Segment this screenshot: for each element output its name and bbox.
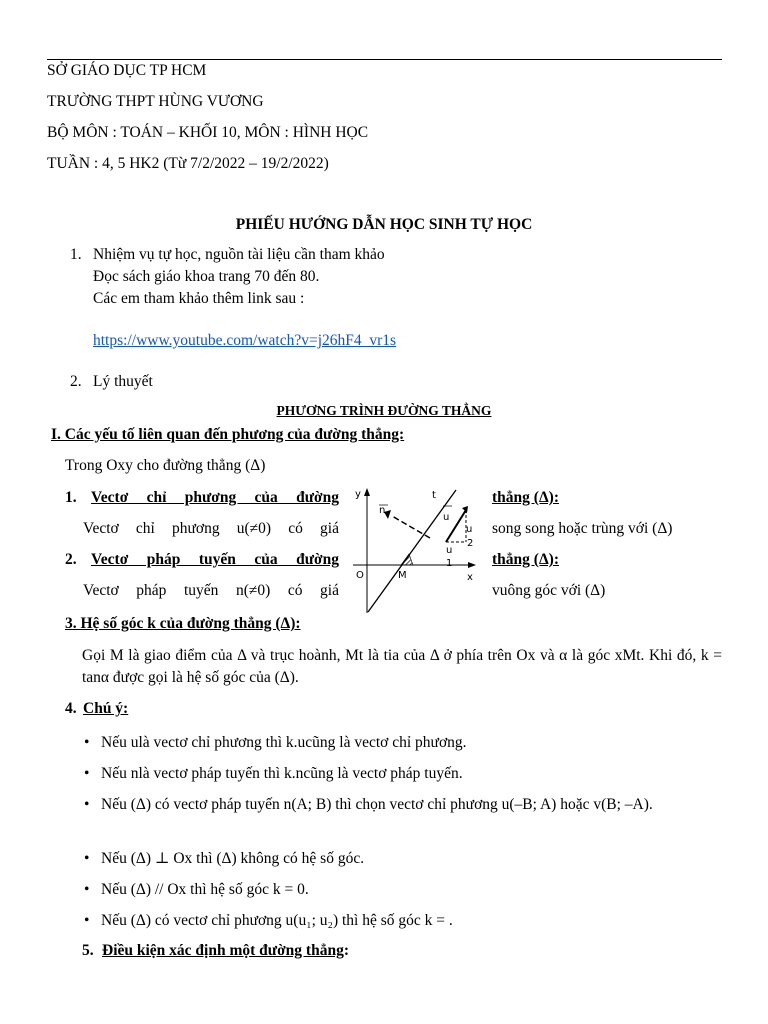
item1-textbook: Đọc sách giáo khoa trang 70 đến 80. (93, 268, 320, 285)
label-n: n (379, 505, 386, 516)
part1-intro: Trong Oxy cho đường thẳng (Δ) (65, 457, 266, 474)
note-item: • Nếu (Δ) có vectơ chỉ phương u(u₁; u₂) thì hệ số góc k = . (84, 910, 724, 932)
item1-number: 1. (70, 246, 82, 263)
label-u: u (443, 512, 450, 523)
label-2: 2 (467, 538, 474, 549)
header-subject: BỘ MÔN : TOÁN – KHỐI 10, MÔN : HÌNH HỌC (47, 124, 369, 141)
label-1: 1 (446, 558, 453, 569)
note-text: Nếu (Δ) ⊥ Ox thì (Δ) không có hệ số góc. (101, 850, 365, 867)
note-item: • Nếu (Δ) // Ox thì hệ số góc k = 0. (84, 879, 724, 901)
s2-text-right: vuông góc với (Δ) (492, 582, 606, 599)
s4-number: 4. (65, 700, 77, 717)
angle-alpha-hatch (401, 554, 413, 565)
label-t: t (432, 490, 436, 501)
s4-heading: Chú ý: (83, 700, 129, 717)
s1-heading-left: Vectơ chỉ phương của đường (91, 489, 339, 506)
y-axis-arrow (364, 488, 370, 496)
label-origin: O (356, 570, 364, 581)
note-text: Nếu ulà vectơ chỉ phương thì k.ucũng là vectơ chỉ phương. (101, 734, 467, 751)
s5-colon: : (343, 942, 349, 959)
label-u-right: u (466, 524, 473, 535)
note-text: Nếu (Δ) có vectơ chỉ phương u(u₁; u₂) thì hệ số góc k = . (101, 912, 453, 929)
s1-heading-right: thẳng (Δ): (492, 489, 559, 506)
page-title: PHIẾU HƯỚNG DẪN HỌC SINH TỰ HỌC (235, 216, 533, 233)
s1-text-right: song song hoặc trùng với (Δ) (492, 520, 673, 537)
label-u1: u (446, 545, 453, 556)
s1-text-left: Vectơ chỉ phương u(≠0) có giá (83, 520, 339, 537)
youtube-link[interactable]: https://www.youtube.com/watch?v=j26hF4_vr1s (93, 332, 397, 349)
s2-heading-left: Vectơ pháp tuyến của đường (91, 551, 339, 568)
header-rule (47, 59, 722, 60)
header-department: SỞ GIÁO DỤC TP HCM (47, 62, 207, 79)
x-axis-arrow (468, 562, 476, 568)
note-text: Nếu nlà vectơ pháp tuyến thì k.ncũng là vectơ pháp tuyến. (101, 765, 463, 782)
s3-heading: 3. Hệ số góc k của đường thẳng (Δ): (65, 615, 301, 632)
label-x: x (467, 572, 473, 583)
note-item: • Nếu (Δ) có vectơ pháp tuyến n(A; B) thì chọn vectơ chỉ phương u(–B; A) hoặc v(B; –A). (84, 794, 724, 816)
part1-heading: I. Các yếu tố liên quan đến phương của đường thẳng: (51, 426, 405, 443)
item1-heading: Nhiệm vụ tự học, nguồn tài liệu cần tham khảo (93, 246, 385, 263)
item1-reference: Các em tham khảo thêm link sau : (93, 290, 305, 307)
item2-number: 2. (70, 373, 82, 390)
s1-number: 1. (65, 489, 77, 506)
item2-heading: Lý thuyết (93, 373, 153, 390)
header-week: TUẦN : 4, 5 HK2 (Từ 7/2/2022 – 19/2/2022) (47, 155, 329, 172)
s2-heading-right: thẳng (Δ): (492, 551, 559, 568)
s5-heading-wrap (102, 942, 349, 960)
s2-text-left: Vectơ pháp tuyến n(≠0) có giá (83, 582, 339, 599)
note-text: Nếu (Δ) có vectơ pháp tuyến n(A; B) thì chọn vectơ chỉ phương u(–B; A) hoặc v(B; –A). (101, 796, 653, 813)
s5-number: 5. (82, 942, 94, 959)
note-text: Nếu (Δ) // Ox thì hệ số góc k = 0. (101, 881, 309, 898)
s5-heading: Điều kiện xác định một đường thẳng (102, 942, 344, 959)
label-y: y (355, 489, 361, 500)
header-school: TRƯỜNG THPT HÙNG VƯƠNG (47, 93, 264, 110)
line-figure (350, 480, 485, 616)
note-item: • Nếu ulà vectơ chỉ phương thì k.ucũng là vectơ chỉ phương. (84, 732, 724, 754)
label-m: M (398, 570, 407, 581)
s2-number: 2. (65, 551, 77, 568)
section-title: PHƯƠNG TRÌNH ĐƯỜNG THẲNG (276, 403, 492, 418)
note-item: • Nếu (Δ) ⊥ Ox thì (Δ) không có hệ số góc. (84, 848, 724, 870)
s3-text: Gọi M là giao điểm của Δ và trục hoành, Mt là tia của Δ ở phía trên Ox và α là góc xMt. Khi đó, k = tanα được gọi là hệ số góc của (Δ). (82, 647, 722, 686)
note-item: • Nếu nlà vectơ pháp tuyến thì k.ncũng là vectơ pháp tuyến. (84, 763, 724, 785)
